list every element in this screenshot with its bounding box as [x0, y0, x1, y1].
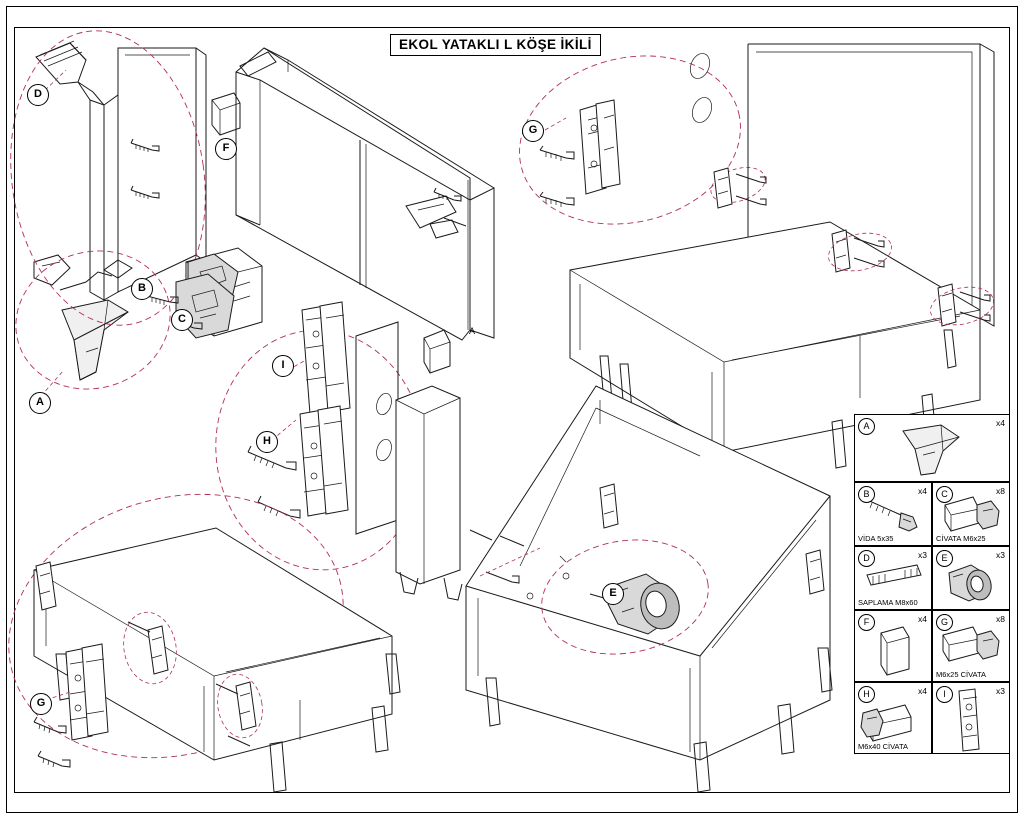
callout-balloon-c: C	[171, 309, 193, 331]
part-cell-i	[932, 682, 1010, 754]
part-qty-g: x8	[996, 614, 1005, 624]
detail-d-group	[0, 18, 224, 409]
detail-g-top-group	[501, 33, 769, 246]
callout-balloon-g-top: G	[522, 120, 544, 142]
part-cell-d	[854, 546, 932, 610]
part-tag-b: B	[858, 486, 875, 503]
part-qty-h: x4	[918, 686, 927, 696]
part-tag-h: H	[858, 686, 875, 703]
part-caption-h: M6x40 CİVATA	[858, 742, 909, 751]
leg-bracket-icon	[855, 415, 1010, 482]
part-tag-a: A	[858, 418, 875, 435]
callout-balloon-h: H	[256, 431, 278, 453]
part-caption-g: M6x25 CİVATA	[936, 670, 987, 679]
callout-balloon-f: F	[215, 138, 237, 160]
part-qty-c: x8	[996, 486, 1005, 496]
part-cell-f	[854, 610, 932, 682]
part-tag-e: E	[936, 550, 953, 567]
part-caption-b: VİDA 5x35	[858, 534, 894, 543]
part-cell-a	[854, 414, 1010, 482]
part-qty-b: x4	[918, 486, 927, 496]
part-caption-d: SAPLAMA M8x60	[858, 598, 918, 607]
part-qty-f: x4	[918, 614, 927, 624]
part-tag-i: I	[936, 686, 953, 703]
part-tag-g: G	[936, 614, 953, 631]
part-qty-e: x3	[996, 550, 1005, 560]
callout-balloon-e: E	[602, 583, 624, 605]
part-tag-d: D	[858, 550, 875, 567]
part-qty-a: x4	[996, 418, 1005, 428]
part-tag-c: C	[936, 486, 953, 503]
parts-legend-panel	[854, 414, 1010, 792]
callout-balloon-g-bottom: G	[30, 693, 52, 715]
part-cell-g	[932, 610, 1010, 682]
callout-balloon-i: I	[272, 355, 294, 377]
center-backrest-group	[396, 386, 462, 600]
callout-balloon-a: A	[29, 392, 51, 414]
part-cell-c	[932, 482, 1010, 546]
part-qty-d: x3	[918, 550, 927, 560]
part-tag-f: F	[858, 614, 875, 631]
callout-balloon-d: D	[27, 84, 49, 106]
part-qty-i: x3	[996, 686, 1005, 696]
part-cell-h	[854, 682, 932, 754]
part-caption-c: CİVATA M6x25	[936, 534, 986, 543]
part-cell-b	[854, 482, 932, 546]
callout-balloon-b: B	[131, 278, 153, 300]
drawing-title: EKOL YATAKLI L KÖŞE İKİLİ	[390, 34, 601, 56]
svg-text:A: A	[469, 326, 476, 336]
bottom-right-module-group	[466, 386, 832, 792]
part-cell-e	[932, 546, 1010, 610]
